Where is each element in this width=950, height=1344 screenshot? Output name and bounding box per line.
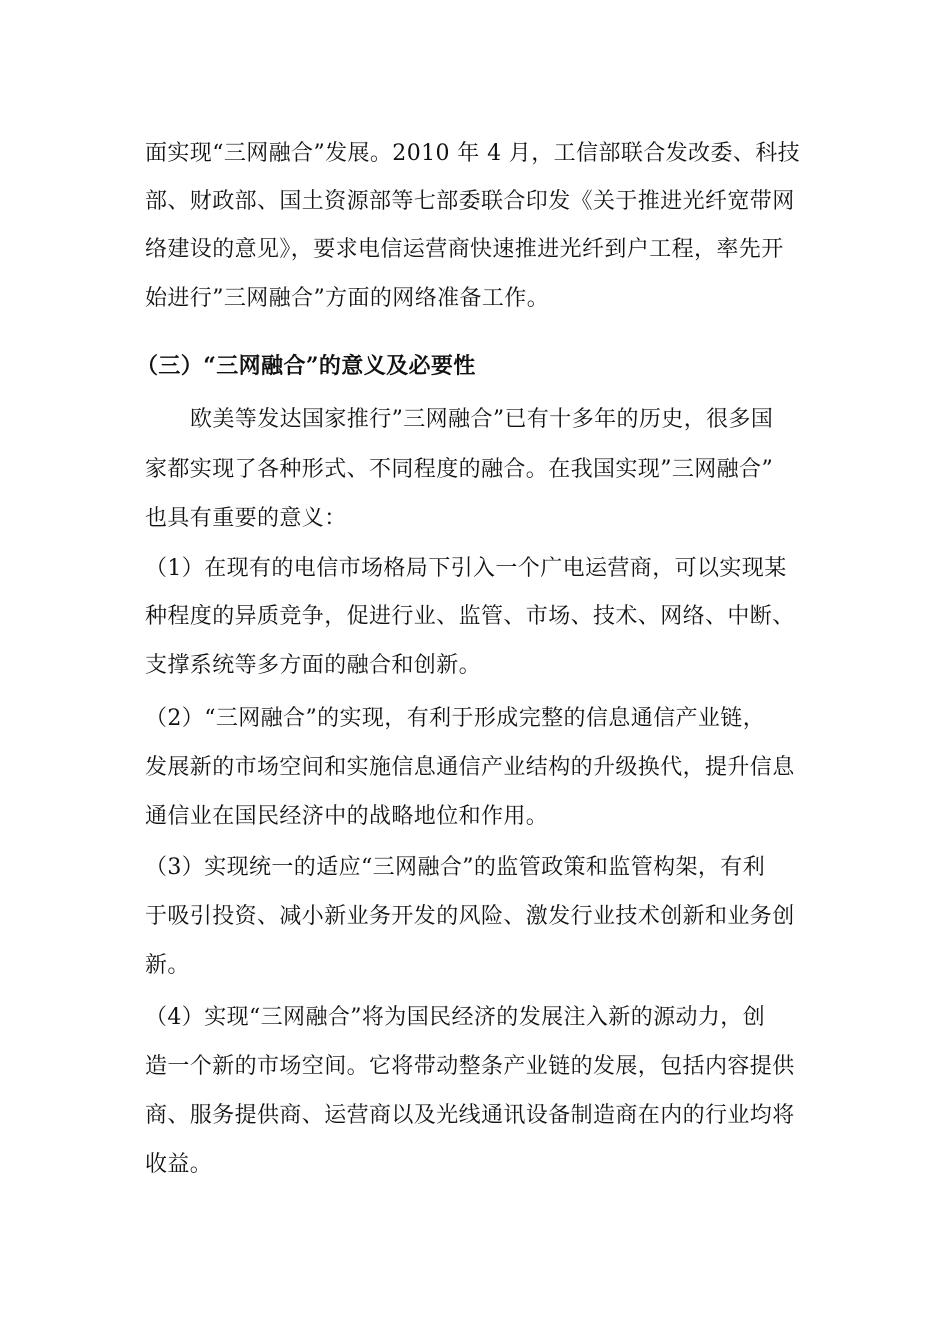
text-line: 家都实现了各种形式、不同程度的融合。在我国实现”三网融合” — [145, 457, 774, 482]
text-line: 造一个新的市场空间。它将带动整条产业链的发展，包括内容提供 — [145, 1054, 795, 1079]
text-line: 络建设的意见》，要求电信运营商快速推进光纤到户工程，率先开 — [145, 237, 784, 262]
text-line: 于吸引投资、减小新业务开发的风险、激发行业技术创新和业务创 — [145, 904, 795, 929]
text-line: 支撑系统等多方面的融合和创新。 — [145, 653, 482, 678]
text-line: 始进行”三网融合”方面的网络准备工作。 — [145, 286, 550, 311]
text-line: 种程度的异质竞争，促进行业、监管、市场、技术、网络、中断、 — [145, 604, 795, 629]
text-line: 通信业在国民经济中的战略地位和作用。 — [145, 804, 549, 829]
text-line: 部、财政部、国土资源部等七部委联合印发《关于推进光纤宽带网 — [145, 189, 795, 214]
text-line: （4）实现“三网融合”将为国民经济的发展注入新的源动力，创 — [145, 1005, 766, 1030]
text-line: 商、服务提供商、运营商以及光线通讯设备制造商在内的行业均将 — [145, 1103, 795, 1128]
text-line: 收益。 — [145, 1152, 213, 1177]
text-line: 面实现“三网融合”发展。2010 年 4 月，工信部联合发改委、科技 — [145, 141, 801, 166]
section-heading: （三）“三网融合”的意义及必要性 — [136, 353, 476, 379]
text-line: （1）在现有的电信市场格局下引入一个广电运营商，可以实现某 — [145, 556, 787, 581]
text-line: 新。 — [145, 953, 190, 978]
text-line: （2）“三网融合”的实现，有利于形成完整的信息通信产业链， — [145, 706, 766, 731]
text-line: 也具有重要的意义： — [145, 506, 347, 531]
text-line: 发展新的市场空间和实施信息通信产业结构的升级换代，提升信息 — [145, 755, 795, 780]
text-line: 欧美等发达国家推行”三网融合”已有十多年的历史，很多国 — [190, 407, 774, 432]
text-line: （3）实现统一的适应“三网融合”的监管政策和监管构架，有利 — [145, 855, 766, 880]
